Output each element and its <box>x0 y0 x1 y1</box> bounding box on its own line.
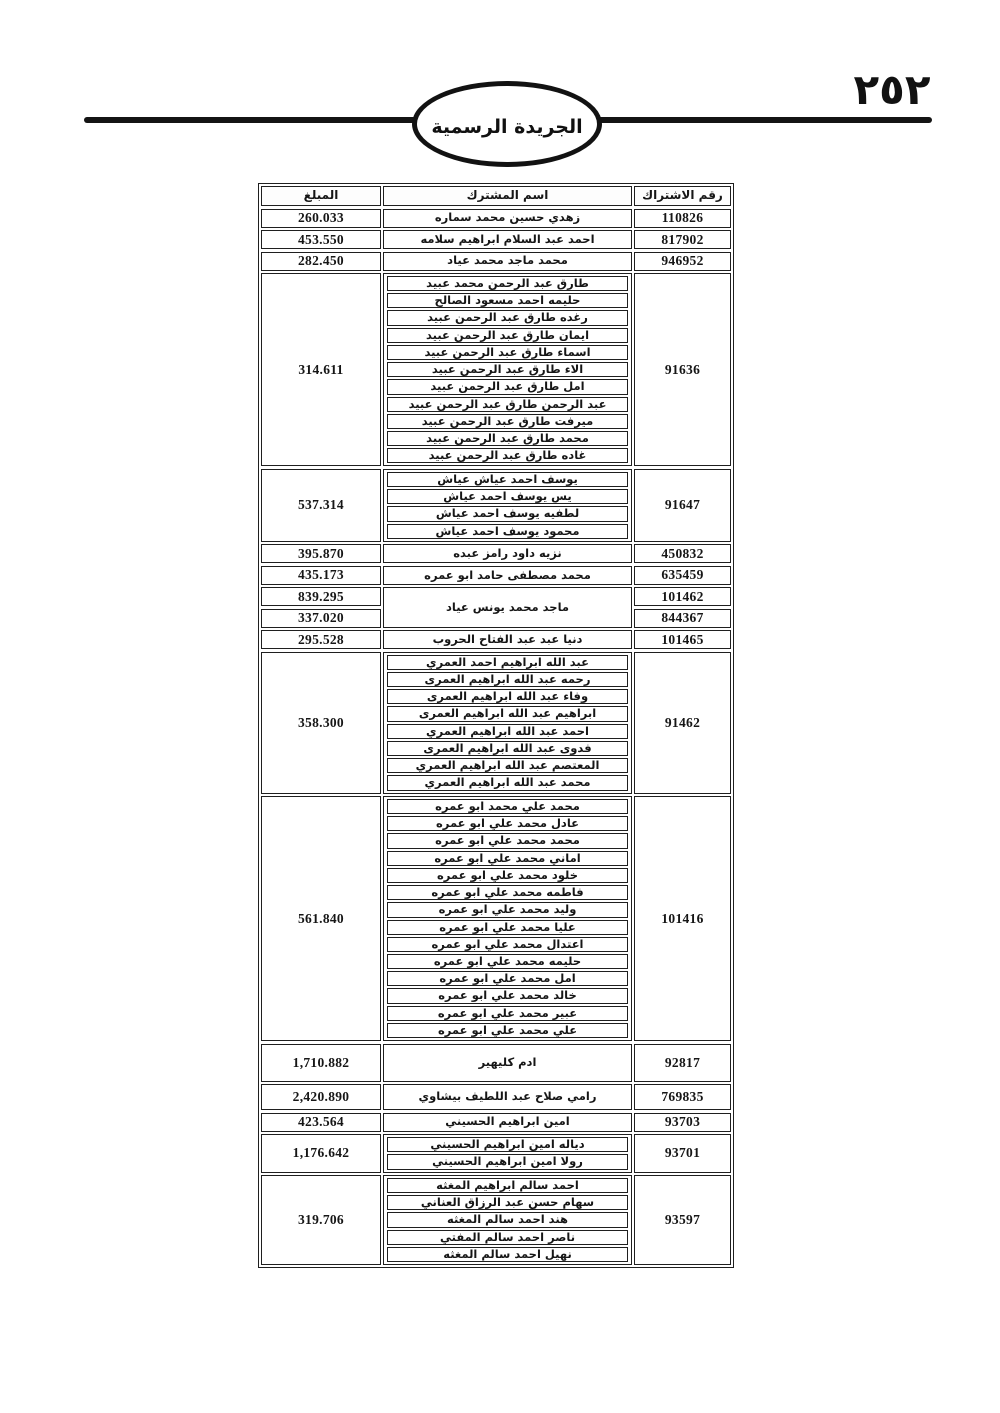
subscriber-name: اسماء طارق عبد الرحمن عبيد <box>387 345 628 360</box>
subscriber-name: رامي صلاح عبد اللطيف بيشاوي <box>383 1084 632 1110</box>
table-row <box>261 469 731 542</box>
amount: 1,710.882 <box>261 1044 381 1082</box>
amount: 295.528 <box>261 630 381 649</box>
subscriber-names-cell <box>383 469 632 542</box>
subscriber-name: وفاء عبد الله ابراهيم العمرى <box>387 689 628 704</box>
subscription-number: 101462 <box>634 587 731 606</box>
subscriber-name: غاده طارق عبد الرحمن عبيد <box>387 448 628 463</box>
subscription-number: 450832 <box>634 544 731 563</box>
subscriber-name: علي محمد علي ابو عمره <box>387 1023 628 1038</box>
amount: 423.564 <box>261 1113 381 1132</box>
subscription-number: 817902 <box>634 230 731 249</box>
subscriber-name: يس يوسف احمد عياش <box>387 489 628 504</box>
amount: 358.300 <box>261 652 381 794</box>
amount: 314.611 <box>261 273 381 466</box>
subscriber-name: احمد عبد الله ابراهيم العمري <box>387 724 628 739</box>
table-row <box>261 273 731 466</box>
subscriber-name: رغده طارق عبد الرحمن عبيد <box>387 310 628 325</box>
subscriber-name: حليمه محمد علي ابو عمره <box>387 954 628 969</box>
subscription-number: 93701 <box>634 1134 731 1172</box>
subscriber-name: ايمان طارق عبد الرحمن عبيد <box>387 328 628 343</box>
subscriber-name: خلود محمد علي ابو عمره <box>387 868 628 883</box>
subscriber-name: محمد محمد علي ابو عمره <box>387 833 628 848</box>
subscriber-name: اماني محمد علي ابو عمره <box>387 851 628 866</box>
subscriber-name: لطفيه يوسف احمد عياش <box>387 506 628 521</box>
subscriber-name: محمد مصطفى حامد ابو عمره <box>383 566 632 585</box>
table-row <box>261 544 731 563</box>
subscriber-names-cell <box>383 796 632 1041</box>
subscriber-names-cell <box>383 1134 632 1172</box>
amount: 337.020 <box>261 609 381 628</box>
subscriber-name: نهيل احمد سالم المغثه <box>387 1247 628 1262</box>
table-row <box>261 566 731 585</box>
subscriber-name: دنيا عبد عبد الفتاح الحروب <box>383 630 632 649</box>
subscriber-name: ميرفت طارق عبد الرحمن عبيد <box>387 414 628 429</box>
subscriber-name: يوسف احمد عياش عياش <box>387 472 628 487</box>
subscriber-name: زهدي حسين محمد سماره <box>383 209 632 228</box>
subscriber-name: ادم كليهير <box>383 1044 632 1082</box>
subscriber-name: نزيه داود رامز عبده <box>383 544 632 563</box>
subscriber-name: امل طارق عبد الرحمن عبيد <box>387 379 628 394</box>
subscription-number: 101416 <box>634 796 731 1041</box>
table-header-row <box>261 186 731 206</box>
amount: 1,176.642 <box>261 1134 381 1172</box>
subscription-number: 91636 <box>634 273 731 466</box>
subscription-number: 93703 <box>634 1113 731 1132</box>
amount: 260.033 <box>261 209 381 228</box>
subscriber-names-cell <box>383 1175 632 1265</box>
amount: 561.840 <box>261 796 381 1041</box>
subscriber-name: فدوى عبد الله ابراهيم العمرى <box>387 741 628 756</box>
subscriber-name: الاء طارق عبد الرحمن عبيد <box>387 362 628 377</box>
subscriber-name: عبد الرحمن طارق عبد الرحمن عبيد <box>387 397 628 412</box>
table-row <box>261 1175 731 1265</box>
amount: 453.550 <box>261 230 381 249</box>
subscriber-name: احمد عبد السلام ابراهيم سلامه <box>383 230 632 249</box>
subscriber-name: طارق عبد الرحمن محمد عبيد <box>387 276 628 291</box>
subscriber-name: دياله امين ابراهيم الحسيني <box>387 1137 628 1152</box>
table-row <box>261 1113 731 1132</box>
subscription-number: 92817 <box>634 1044 731 1082</box>
subscription-number: 769835 <box>634 1084 731 1110</box>
amount: 435.173 <box>261 566 381 585</box>
header-subscriber-name: اسم المشترك <box>383 186 632 206</box>
table-row <box>261 630 731 649</box>
subscription-number: 844367 <box>634 609 731 628</box>
subscription-number: 91647 <box>634 469 731 542</box>
subscriber-name: عليا محمد علي ابو عمره <box>387 920 628 935</box>
subscriber-name: احمد سالم ابراهيم المغثه <box>387 1178 628 1193</box>
subscription-number: 110826 <box>634 209 731 228</box>
amount: 537.314 <box>261 469 381 542</box>
subscriber-name: امين ابراهيم الحسيني <box>383 1113 632 1132</box>
gazette-title: الجريدة الرسمية <box>431 116 583 138</box>
subscriber-names-cell <box>383 273 632 466</box>
amount: 839.295 <box>261 587 381 606</box>
amount: 319.706 <box>261 1175 381 1265</box>
subscription-number: 946952 <box>634 252 731 271</box>
table-row <box>261 652 731 794</box>
subscriber-name: فاطمه محمد علي ابو عمره <box>387 885 628 900</box>
amount-stack <box>261 587 381 628</box>
table-row <box>261 209 731 228</box>
table-row <box>261 1134 731 1172</box>
subscriber-name: عادل محمد علي ابو عمره <box>387 816 628 831</box>
subscribers-table <box>258 183 734 1268</box>
subscriber-name: وليد محمد علي ابو عمره <box>387 902 628 917</box>
subscriber-name: ماجد محمد يونس عياد <box>383 587 632 628</box>
subscriber-name: رحمه عبد الله ابراهيم العمرى <box>387 672 628 687</box>
header-amount: المبلغ <box>261 186 381 206</box>
subscriber-name: محمود يوسف احمد عياش <box>387 524 628 539</box>
subscriber-name: ناصر احمد سالم المفتي <box>387 1230 628 1245</box>
table-body <box>261 209 731 1266</box>
subscription-number: 635459 <box>634 566 731 585</box>
subscription-number: 93597 <box>634 1175 731 1265</box>
subscriber-name: حليمه احمد مسعود الصالح <box>387 293 628 308</box>
amount: 395.870 <box>261 544 381 563</box>
subscriber-name: خالد محمد علي ابو عمره <box>387 988 628 1003</box>
subscriber-name: محمد عبد الله ابراهيم العمري <box>387 775 628 790</box>
subscriber-name: محمد علي محمد ابو عمره <box>387 799 628 814</box>
subscription-number: 91462 <box>634 652 731 794</box>
page-number: ٢٥٢ <box>853 68 931 114</box>
subscriber-name: ابراهيم عبد الله ابراهيم العمرى <box>387 706 628 721</box>
table-row <box>261 796 731 1041</box>
subscription-number: 101465 <box>634 630 731 649</box>
table-row <box>261 1084 731 1110</box>
subscriber-name: محمد ماجد محمد عياد <box>383 252 632 271</box>
subscriber-name: امل محمد علي ابو عمره <box>387 971 628 986</box>
subscriber-name: رولا امين ابراهيم الحسيني <box>387 1154 628 1169</box>
header-subscription-number: رقم الاشتراك <box>634 186 731 206</box>
subscriber-name: سهام حسن عبد الرزاق العناني <box>387 1195 628 1210</box>
subscriber-names-cell <box>383 652 632 794</box>
subscriber-name: عبير محمد علي ابو عمره <box>387 1006 628 1021</box>
subscription-number-stack <box>634 587 731 628</box>
amount: 282.450 <box>261 252 381 271</box>
amount: 2,420.890 <box>261 1084 381 1110</box>
subscriber-name: هند احمد سالم المغثه <box>387 1212 628 1227</box>
table-row <box>261 587 731 628</box>
subscriber-name: محمد طارق عبد الرحمن عبيد <box>387 431 628 446</box>
gazette-seal <box>412 81 602 167</box>
subscriber-name: المعتصم عبد الله ابراهيم العمري <box>387 758 628 773</box>
table-row <box>261 230 731 249</box>
subscriber-name: اعتدال محمد علي ابو عمره <box>387 937 628 952</box>
subscriber-name: عبد الله ابراهيم احمد العمري <box>387 655 628 670</box>
table-row <box>261 252 731 271</box>
table-row <box>261 1044 731 1082</box>
